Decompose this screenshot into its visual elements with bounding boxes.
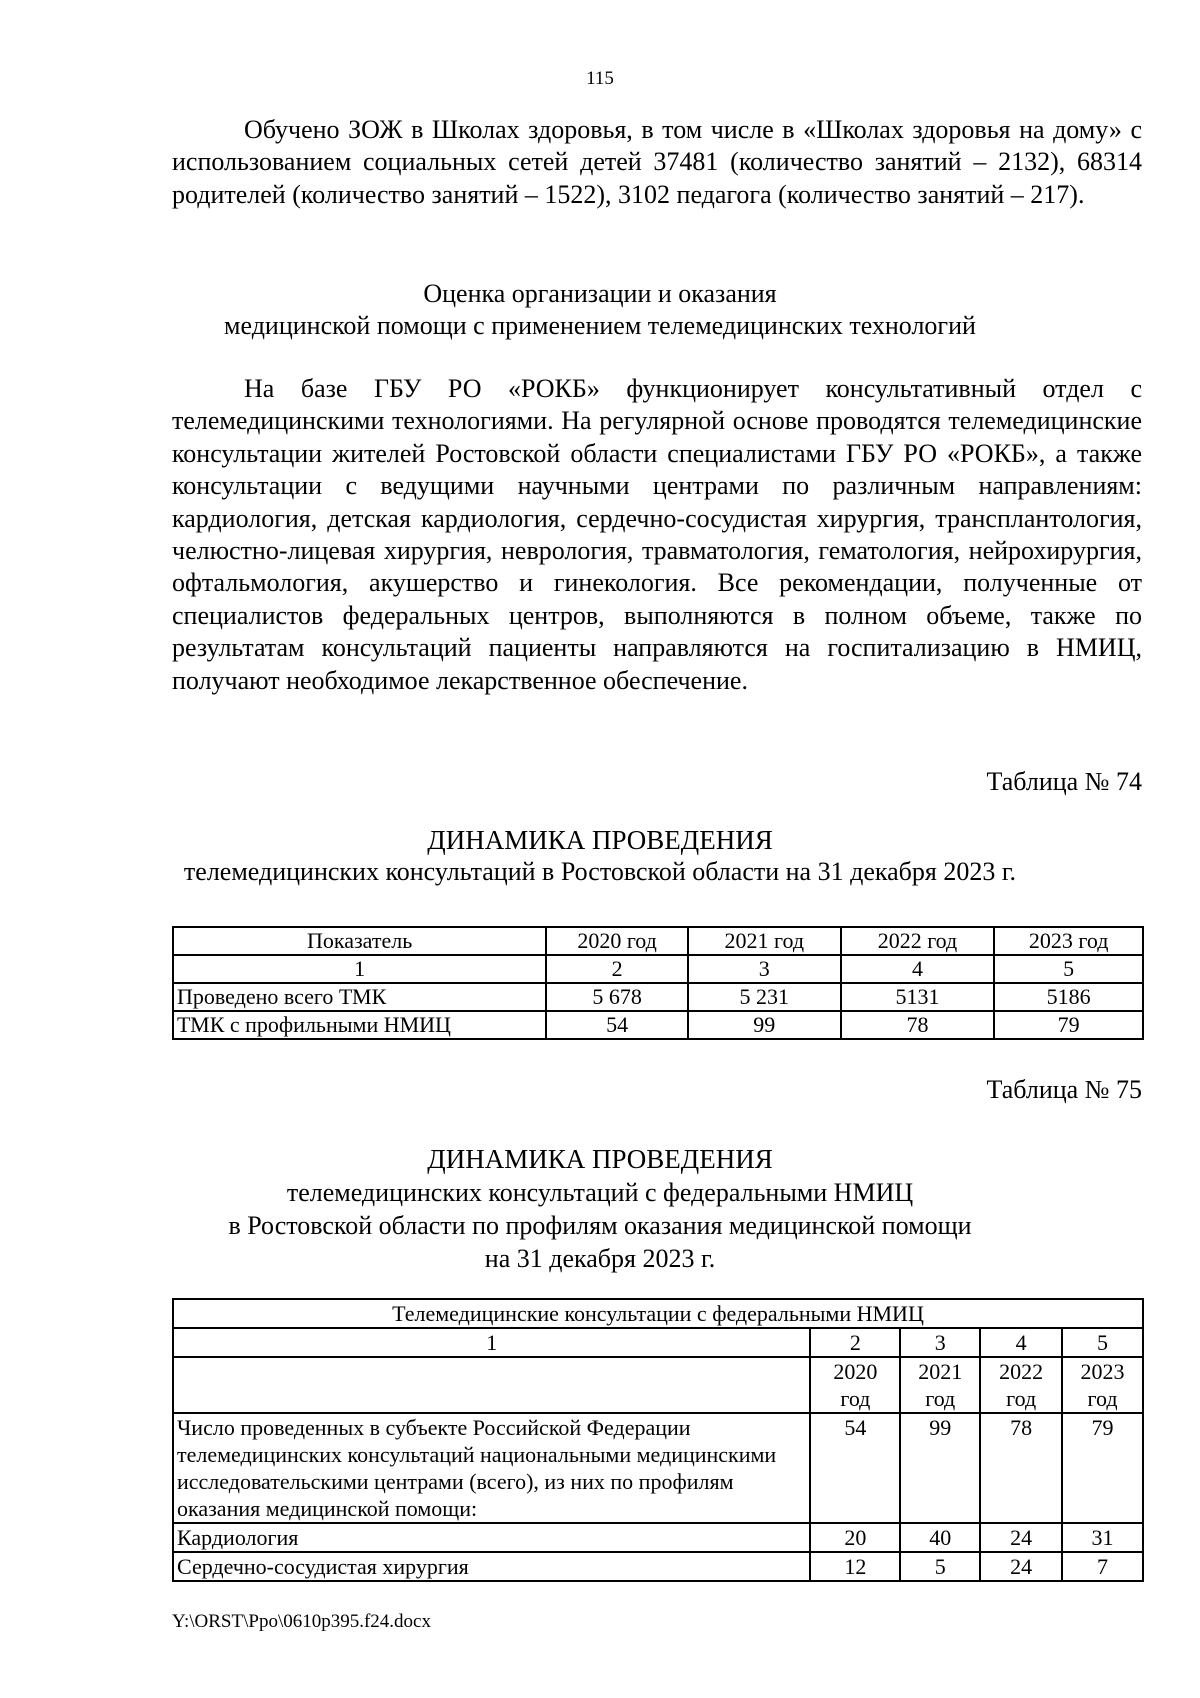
table-75-title-line-2: телемедицинских консультаций с федеральными НМИЦ (286, 1178, 914, 1207)
table-75-title-line-4: на 31 декабря 2023 г. (484, 1244, 716, 1273)
year-unit: год (1087, 1386, 1118, 1411)
table-74-header-cell: Показатель (173, 927, 546, 955)
table-row (173, 983, 1143, 1011)
table-75-cell: 99 (900, 1413, 980, 1523)
table-74-cell: 5 231 (688, 983, 841, 1011)
table-74-cell: 99 (688, 1011, 841, 1039)
table-75-caption-row (173, 1299, 1143, 1328)
table-75-number-row (173, 1328, 1143, 1357)
table-75-title-line-1: ДИНАМИКА ПРОВЕДЕНИЯ (427, 1144, 773, 1174)
table-74-header-cell: 2023 год (994, 927, 1143, 955)
table-74-cell: 5186 (994, 983, 1143, 1011)
table-74-number-cell: 3 (688, 955, 841, 983)
section-heading-line-1: Оценка организации и оказания (423, 279, 777, 308)
year-value: 2022 (999, 1359, 1044, 1384)
table-74-cell: 78 (841, 1011, 995, 1039)
table-74-label: Таблица № 74 (986, 767, 1142, 796)
table-75-cell: 78 (980, 1413, 1062, 1523)
table-75-caption: Телемедицинские консультации с федеральными НМИЦ (173, 1299, 1143, 1328)
table-75-year-cell (1062, 1357, 1143, 1413)
table-74-cell: 79 (994, 1011, 1143, 1039)
section-heading (0, 278, 1200, 343)
year-unit: год (1006, 1386, 1037, 1411)
table-75-title (0, 1143, 1200, 1275)
table-75-cell: 12 (810, 1552, 900, 1581)
table-74-title-line-2: телемедицинских консультаций в Ростовской области на 31 декабря 2023 г. (183, 857, 1017, 886)
table-75-number-cell: 2 (810, 1328, 900, 1357)
table-75-cell: 79 (1062, 1413, 1143, 1523)
table-75-cell: 7 (1062, 1552, 1143, 1581)
table-row (173, 1011, 1143, 1039)
section-heading-line-2: медицинской помощи с применением телемедицинских технологий (224, 311, 976, 341)
table-75-number-cell: 3 (900, 1328, 980, 1357)
table-74-number-cell: 2 (546, 955, 688, 983)
page-number: 115 (586, 68, 614, 89)
table-75-empty-cell (173, 1357, 810, 1413)
year-unit: год (840, 1386, 871, 1411)
table-75-cell: 5 (900, 1552, 980, 1581)
table-row (173, 1552, 1143, 1581)
table-75-row-label: Кардиология (173, 1523, 810, 1552)
table-74-title (0, 824, 1200, 888)
table-74-cell: 5 678 (546, 983, 688, 1011)
table-74-header-cell: 2021 год (688, 927, 841, 955)
table-75-cell: 24 (980, 1552, 1062, 1581)
paragraph-healthy-lifestyle: Обучено ЗОЖ в Школах здоровья, в том числе в «Школах здоровья на дому» с использованием социальных сетей детей 37481 (количество занятий – 2132), 68314 родителей (количество занятий – 1522), 3102 педагога (количество занятий – 217). (172, 115, 1142, 209)
table-74-cell: 5131 (841, 983, 995, 1011)
table-75-number-cell: 5 (1062, 1328, 1143, 1357)
table-74-number-row (173, 955, 1143, 983)
paragraph-telemedicine: На базе ГБУ РО «РОКБ» функционирует консультативный отдел с телемедицинскими технологиями. На регулярной основе проводятся телемедицинские консультации жителей Ростовской области специалистами ГБУ РО «РОКБ», а также консультации с ведущими научными центрами по различным направлениям: кардиология, детская кардиология, сердечно-сосудистая хирургия, трансплантология, челюстно-лицевая хирургия, неврология, травматология, гематология, нейрохирургия, офтальмология, акушерство и гинекология. Все рекомендации, полученные от специалистов федеральных центров, выполняются в полном объеме, также по результатам консультаций пациенты направляются на госпитализацию в НМИЦ, получают необходимое лекарственное обеспечение. (172, 374, 1142, 695)
table-row (173, 1413, 1143, 1523)
table-74-row-label: ТМК с профильными НМИЦ (173, 1011, 546, 1039)
table-75-label: Таблица № 75 (986, 1075, 1142, 1104)
table-74-number-cell: 5 (994, 955, 1143, 983)
table-75-year-cell (900, 1357, 980, 1413)
table-75-year-cell (980, 1357, 1062, 1413)
table-75-cell: 24 (980, 1523, 1062, 1552)
table-74-title-line-1: ДИНАМИКА ПРОВЕДЕНИЯ (427, 825, 773, 855)
table-75-number-cell: 4 (980, 1328, 1062, 1357)
year-value: 2020 (833, 1359, 878, 1384)
table-75-year-cell (810, 1357, 900, 1413)
table-74-number-cell: 4 (841, 955, 995, 983)
table-74-number-cell: 1 (173, 955, 546, 983)
year-value: 2021 (918, 1359, 963, 1384)
table-74 (172, 926, 1144, 1040)
table-row (173, 1523, 1143, 1552)
table-74-cell: 54 (546, 1011, 688, 1039)
table-75-cell: 40 (900, 1523, 980, 1552)
table-75-number-cell: 1 (173, 1328, 810, 1357)
table-74-header-cell: 2022 год (841, 927, 995, 955)
table-75-cell: 31 (1062, 1523, 1143, 1552)
table-74-header-cell: 2020 год (546, 927, 688, 955)
table-75-year-row (173, 1357, 1143, 1413)
year-value: 2023 (1080, 1359, 1125, 1384)
year-unit: год (925, 1386, 956, 1411)
table-74-header-row (173, 927, 1143, 955)
table-75 (172, 1298, 1144, 1582)
table-75-row-label: Сердечно-сосудистая хирургия (173, 1552, 810, 1581)
table-75-cell: 20 (810, 1523, 900, 1552)
table-75-cell: 54 (810, 1413, 900, 1523)
footer-file-path: Y:\ORST\Ppo\0610p395.f24.docx (172, 1611, 431, 1632)
table-75-row-label: Число проведенных в субъекте Российской Федерации телемедицинских консультаций национальными медицинскими исследовательскими центрами (всего), из них по профилям оказания медицинской помощи: (173, 1413, 810, 1523)
table-75-title-line-3: в Ростовской области по профилям оказания медицинской помощи (228, 1211, 972, 1240)
table-74-row-label: Проведено всего ТМК (173, 983, 546, 1011)
